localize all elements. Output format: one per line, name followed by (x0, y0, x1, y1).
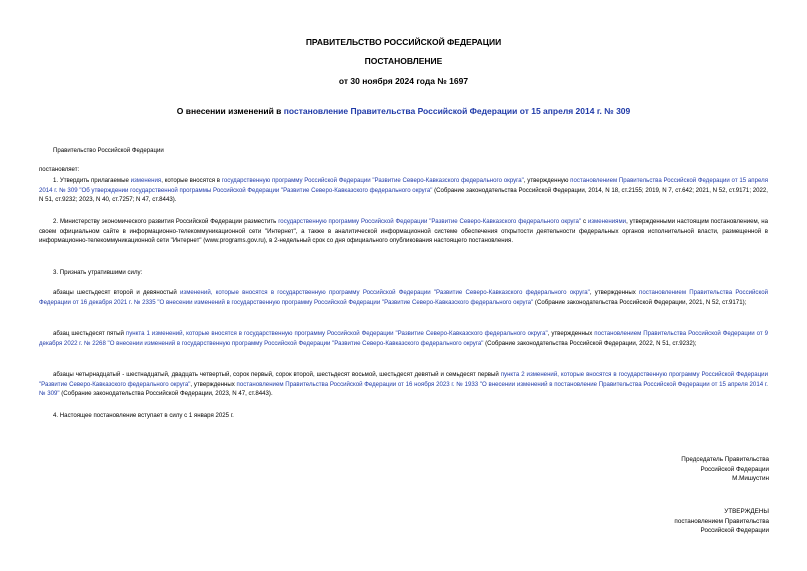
title-link[interactable]: постановление Правительства Российской Федерации от 15 апреля 2014 г. № 309 (283, 106, 631, 116)
link-changes-2023[interactable]: пункта 2 изменений, которые вносятся в государственную программу Российской Федерации "Развитие Северо-Кавказского федерального округа" (39, 371, 768, 388)
document-title (0, 106, 807, 116)
title-prefix: О внесении изменений в (176, 106, 284, 116)
issuer: Правительство Российской Федерации (53, 147, 164, 154)
paragraph-3c: абзацы четырнадцатый - шестнадцатый, двадцать четвертый, сорок первый, сорок второй, шестьдесят восьмой, шестьдесят девятый и семьдесят первый пункта 2 изменений, которые вносятся в государственную программу Российской Федерации "Развитие Северо-Кавказского федерального округа", утвержденных постановлением Правительства Российской Федерации от 16 ноября 2023 г. № 1933 "О внесении изменений в постановление Правительства Российской Федерации от 15 апреля 2014 г. № 309" (Собрание законодательства Российской Федерации, 2023, N 47, ст.8443). (39, 371, 768, 398)
link-resolution-2335[interactable]: постановлением Правительства Российской Федерации от 16 декабря 2021 г. № 2335 "О внесении изменений в государственную программу Российской Федерации "Развитие Северо-Кавказского федерального округа" (39, 289, 768, 306)
paragraph-3a: абзацы шестьдесят второй и девяностый изменений, которые вносятся в государственную программу Российской Федерации "Развитие Северо-Кавказского федерального округа", утвержденных постановлением Правительства Российской Федерации от 16 декабря 2021 г. № 2335 "О внесении изменений в государственную программу Российской Федерации "Развитие Северо-Кавказского федерального округа" (Собрание законодательства Российской Федерации, 2021, N 52, ст.9171); (39, 289, 768, 306)
signature-position: Председатель Правительства (681, 456, 769, 463)
paragraph-3b: абзац шестьдесят пятый пункта 1 изменений, которые вносятся в государственную программу Российской Федерации "Развитие Северо-Кавказского федерального округа", утвержденных постановлением Правительства Российской Федерации от 9 декабря 2022 г. № 2268 "О внесении изменений в государственную программу Российской Федерации "Развитие Северо-Кавказского федерального округа" (Собрание законодательства Российской Федерации, 2022, N 51, ст.9232); (39, 330, 769, 347)
signature-name: М.Мишустин (732, 475, 769, 483)
approved-block (549, 507, 769, 536)
approved-heading: УТВЕРЖДЕНЫ (724, 508, 769, 515)
link-resolution-2268[interactable]: постановлением Правительства Российской Федерации от 9 декабря 2022 г. № 2268 "О внесении изменений в государственную программу Российской Федерации "Развитие Северо-Кавказского федерального округа" (39, 330, 769, 347)
paragraph-3: 3. Признать утратившими силу: (53, 269, 143, 276)
paragraph-2: 2. Министерству экономического развития Российской Федерации разместить государственную программу Российской Федерации "Развитие Северо-Кавказского федерального округа" с изменениями, утвержденными настоящим постановлением, на своем официальном сайте в информационно-телекоммуникационной сети "Интернет", а также в аналитической информационной системе обеспечения открытости деятельности федеральных органов исполнительной власти, размещенной в информационно-телекоммуникационной сети "Интернет" (www.programs.gov.ru), в 2-недельный срок со дня официального опубликования настоящего постановления. (39, 218, 768, 245)
paragraph-1: 1. Утвердить прилагаемые изменения, которые вносятся в государственную программу Российской Федерации "Развитие Северо-Кавказского федерального округа", утвержденную постановлением Правительства Российской Федерации от 15 апреля 2014 г. № 309 "Об утверждении государственной программы Российской Федерации "Развитие Северо-Кавказского федерального округа" (Собрание законодательства Российской Федерации, 2014, N 18, ст.2155; 2019, N 7, ст.642; 2021, N 52, ст.9171; 2022, N 51, ст.9232; 2023, N 40, ст.7257; N 47, ст.8443). (39, 177, 768, 204)
government-heading: ПРАВИТЕЛЬСТВО РОССИЙСКОЙ ФЕДЕРАЦИИ (305, 37, 502, 47)
link-changes[interactable]: изменениями (587, 218, 627, 225)
date-number: от 30 ноября 2024 года № 1697 (338, 76, 469, 86)
approved-country: Российской Федерации (700, 527, 769, 535)
approved-by: постановлением Правительства (674, 517, 769, 525)
link-changes[interactable]: изменения (130, 177, 162, 184)
link-changes-2022[interactable]: пункта 1 изменений, которые вносятся в государственную программу Российской Федерации "Развитие Северо-Кавказского федерального округа" (125, 330, 548, 337)
link-resolution-309[interactable]: постановлением Правительства Российской Федерации от 15 апреля 2014 г. № 309 "Об утверждении государственной программы Российской Федерации "Развитие Северо-Кавказского федерального округа" (39, 177, 768, 194)
link-program[interactable]: государственную программу Российской Федерации "Развитие Северо-Кавказского федерального округа" (221, 177, 524, 184)
signature-block (549, 455, 769, 484)
link-resolution-1933[interactable]: постановлением Правительства Российской Федерации от 16 ноября 2023 г. № 1933 "О внесении изменений в постановление Правительства Российской Федерации от 15 апреля 2014 г. № 309" (39, 380, 768, 398)
link-program[interactable]: государственную программу Российской Федерации "Развитие Северо-Кавказского федерального округа" (278, 218, 582, 225)
paragraph-4: 4. Настоящее постановление вступает в силу с 1 января 2025 г. (53, 412, 234, 419)
link-changes-2021[interactable]: изменений, которые вносятся в государственную программу Российской Федерации "Развитие Северо-Кавказского федерального округа" (180, 289, 590, 296)
document-type: ПОСТАНОВЛЕНИЕ (364, 56, 443, 66)
signature-country: Российской Федерации (700, 465, 769, 473)
decrees-word: постановляет: (39, 166, 80, 173)
